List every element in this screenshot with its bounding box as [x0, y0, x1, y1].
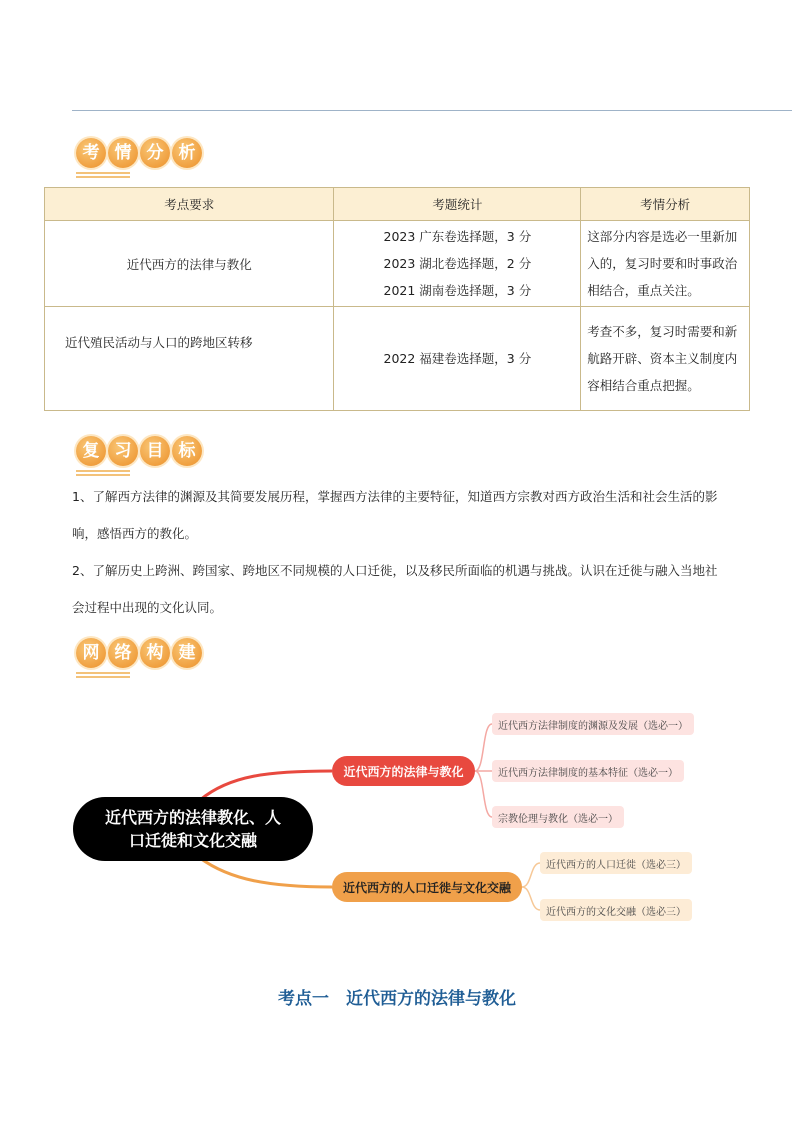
title-char: 复 [76, 436, 106, 466]
mindmap-leaf: 近代西方法律制度的基本特征（选必一） [492, 760, 684, 782]
title-char: 网 [76, 638, 106, 668]
mindmap-leaf: 宗教伦理与教化（选必一） [492, 806, 624, 828]
title-char: 考 [76, 138, 106, 168]
stat-line: 2021 湖南卷选择题，3 分 [383, 283, 532, 298]
title-char: 习 [108, 436, 138, 466]
section-heading: 考点一 近代西方的法律与教化 [278, 989, 516, 1009]
connector-branch2 [200, 858, 332, 887]
root-line: 口迁徙和文化交融 [128, 831, 257, 850]
connector-leaf [522, 863, 540, 887]
title-char: 情 [108, 138, 138, 168]
analysis-cell: 这部分内容是选必一里新加入的，复习时要和时事政治相结合，重点关注。 [581, 221, 750, 307]
requirement-cell: 近代殖民活动与人口的跨地区转移 [45, 307, 334, 411]
title-char: 目 [140, 436, 170, 466]
header-cell: 考题统计 [334, 188, 581, 221]
connector-leaf [522, 887, 540, 910]
header-cell: 考情分析 [581, 188, 750, 221]
stat-line: 2022 福建卷选择题，3 分 [383, 351, 532, 366]
title-char: 络 [108, 638, 138, 668]
root-line: 近代西方的法律教化、人 [104, 808, 281, 827]
connector-leaf [475, 724, 492, 771]
mindmap-leaf: 近代西方法律制度的渊源及发展（选必一） [492, 713, 694, 735]
goal-1: 1、了解西方法律的渊源及其简要发展历程，掌握西方法律的主要特征，知道西方宗教对西方政治生活和社会生活的影响，感悟西方的教化。 [72, 489, 718, 541]
mindmap-branch-migration: 近代西方的人口迁徙与文化交融 [332, 872, 522, 902]
mindmap-root [73, 797, 313, 861]
title-char: 标 [172, 436, 202, 466]
title-char: 建 [172, 638, 202, 668]
mindmap-leaf: 近代西方的文化交融（选必三） [540, 899, 692, 921]
goal-2: 2、了解历史上跨洲、跨国家、跨地区不同规模的人口迁徙，以及移民所面临的机遇与挑战。认识在迁徙与融入当地社会过程中出现的文化认同。 [72, 563, 718, 615]
stat-line: 2023 广东卷选择题，3 分 [383, 229, 532, 244]
header-cell: 考点要求 [45, 188, 334, 221]
analysis-cell: 考查不多，复习时需要和新航路开辟、资本主义制度内容相结合重点把握。 [581, 307, 750, 411]
mindmap-leaf: 近代西方的人口迁徙（选必三） [540, 852, 692, 874]
title-char: 析 [172, 138, 202, 168]
mindmap-branch-law: 近代西方的法律与教化 [332, 756, 475, 786]
stat-line: 2023 湖北卷选择题，2 分 [383, 256, 532, 271]
connector-branch1 [200, 771, 332, 800]
title-char: 构 [140, 638, 170, 668]
title-char: 分 [140, 138, 170, 168]
requirement-cell: 近代西方的法律与教化 [45, 221, 334, 307]
connector-leaf [475, 771, 492, 817]
